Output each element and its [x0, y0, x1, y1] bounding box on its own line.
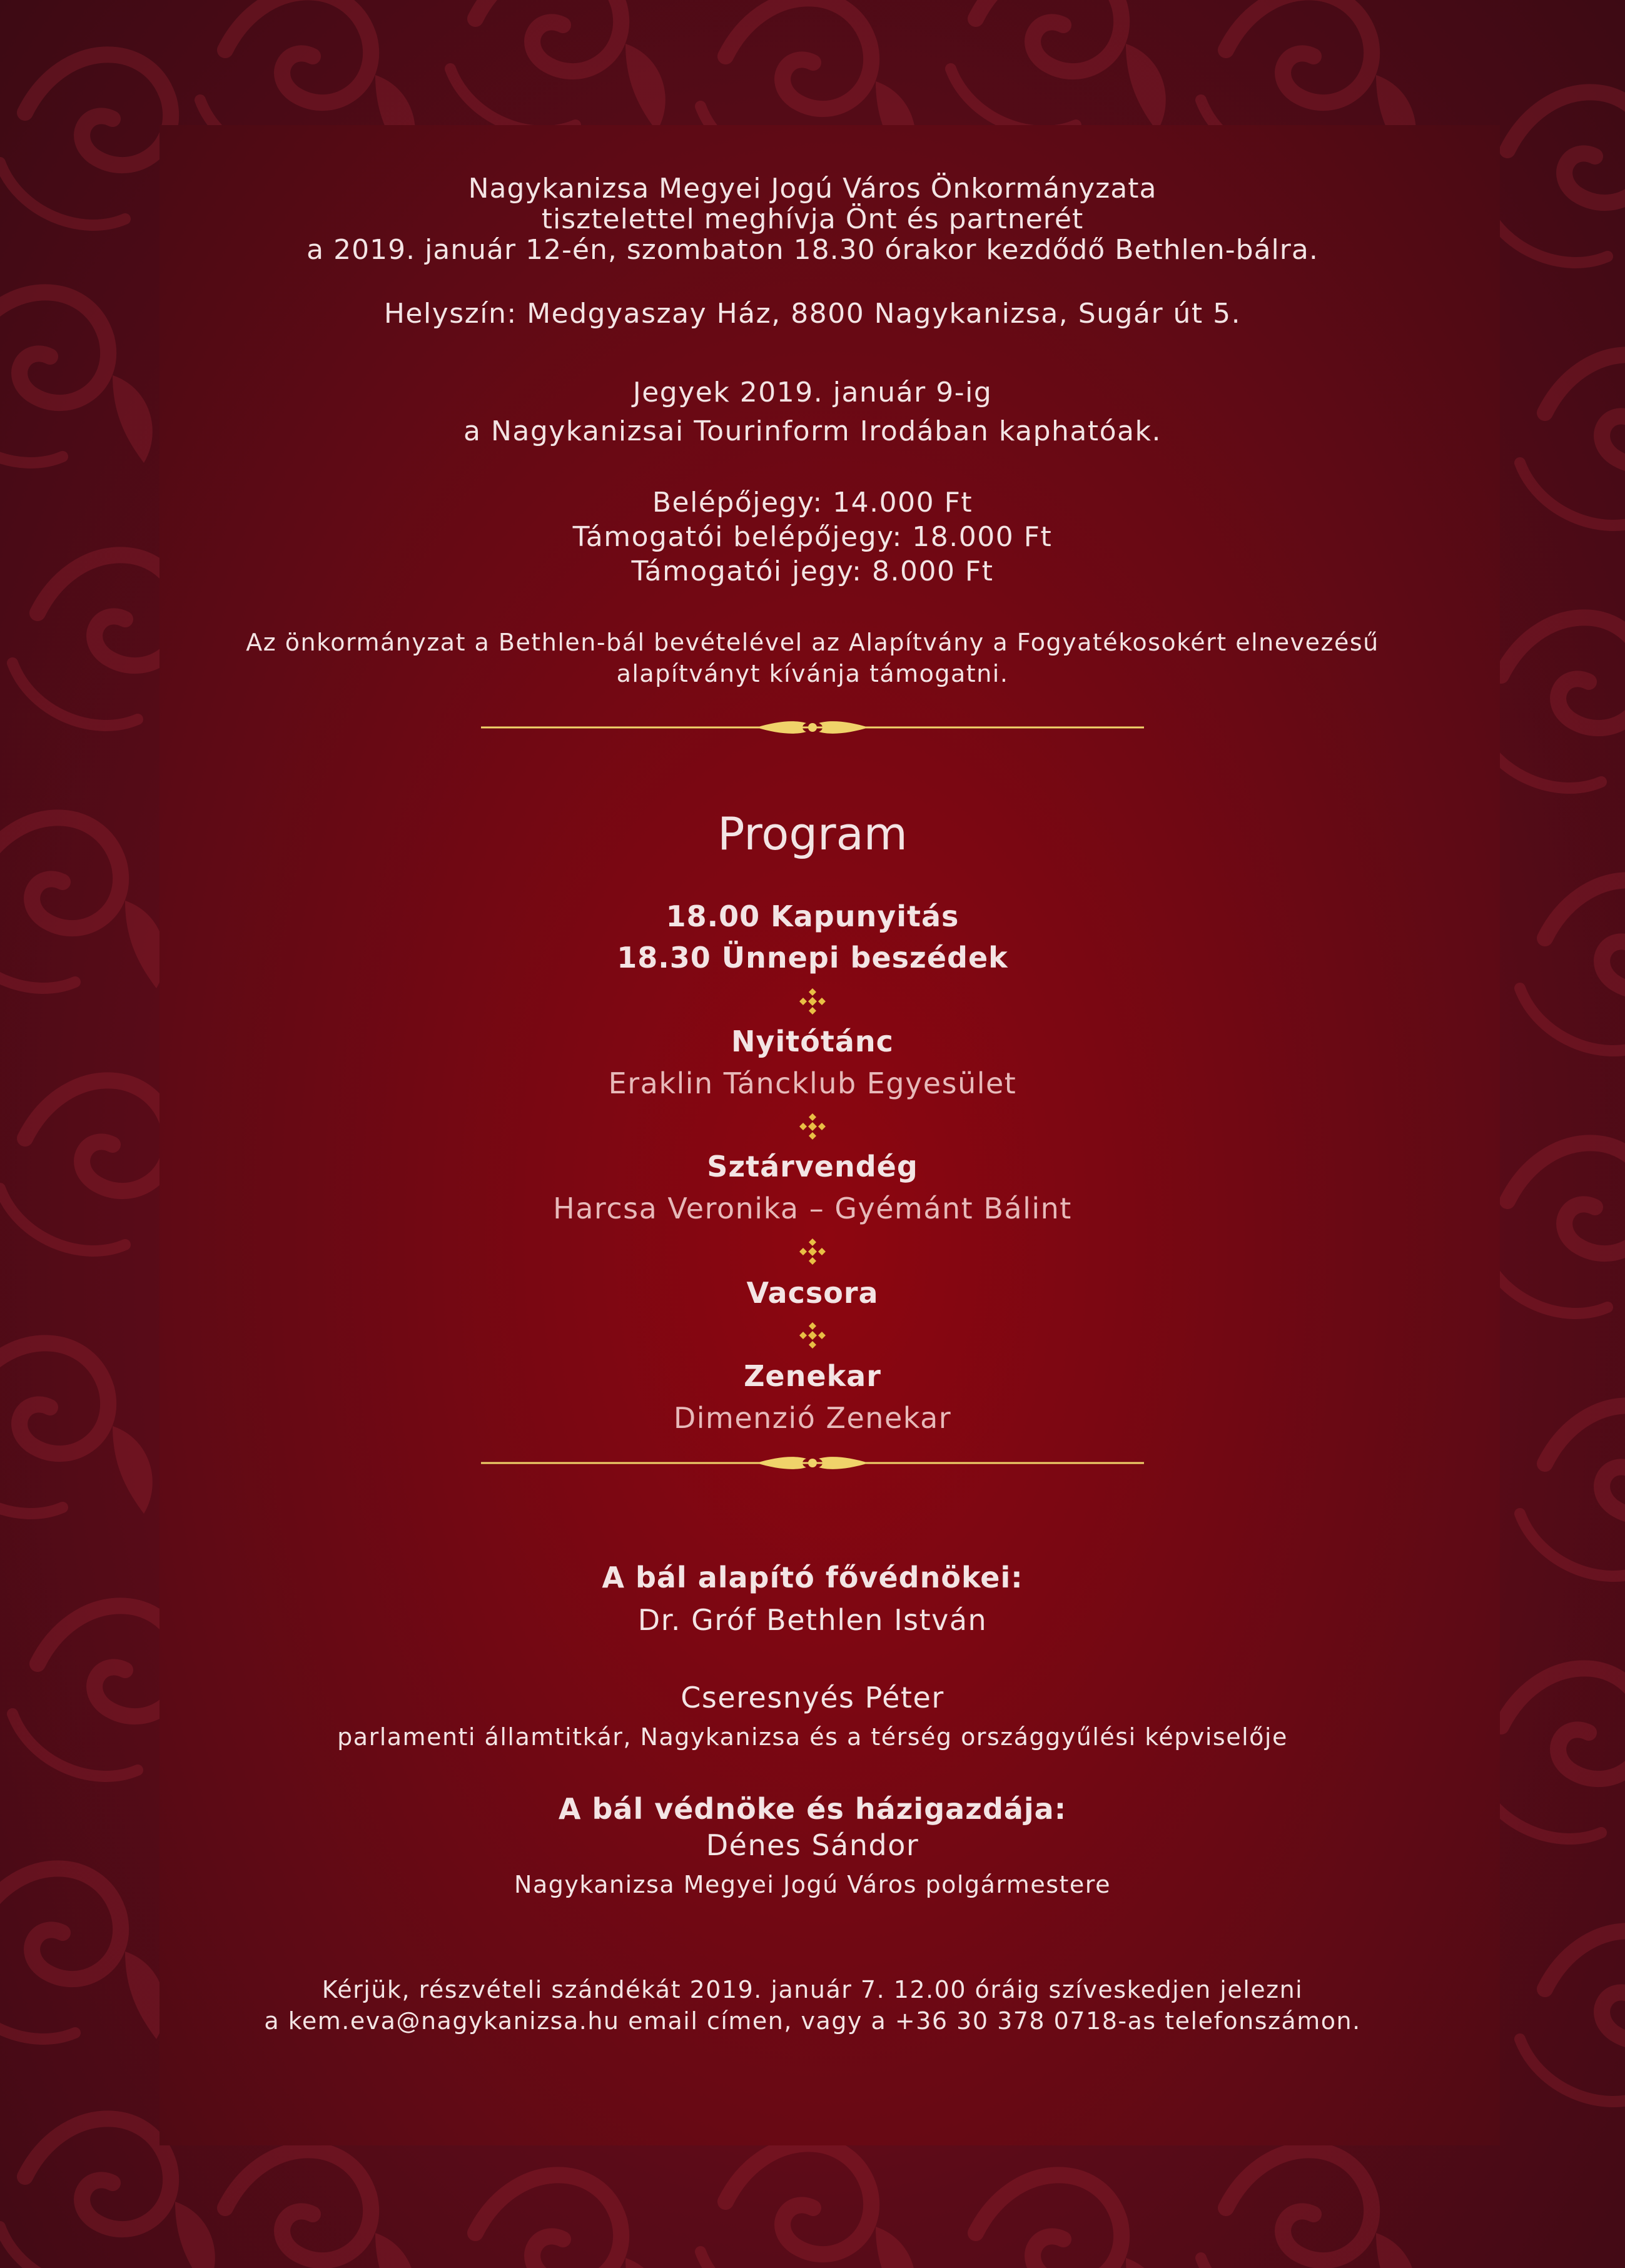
program-item-name: Nyitótánc: [731, 1025, 894, 1058]
program-title: Program: [717, 807, 908, 860]
program-speeches: 18.30 Ünnepi beszédek: [617, 941, 1008, 975]
diamond-ornament-icon: [0, 1237, 1625, 1266]
rsvp-contact: a kem.eva@nagykanizsa.hu email címen, vagy a +36 30 378 0718-as telefonszámon.: [264, 2007, 1361, 2035]
diamond-ornament-icon: [0, 1321, 1625, 1350]
diamond-ornament-icon: [0, 1112, 1625, 1141]
price-entry: Belépőjegy: 14.000 Ft: [652, 487, 973, 519]
invitation-line: tisztelettel meghívja Önt és partnerét: [541, 203, 1084, 235]
founder-role: parlamenti államtitkár, Nagykanizsa és a térség országgyűlési képviselője: [337, 1723, 1288, 1751]
host-name: Dénes Sándor: [706, 1828, 919, 1862]
gold-divider-bottom: [0, 1449, 1625, 1477]
program-item-name: Vacsora: [746, 1276, 879, 1310]
tickets-deadline: Jegyek 2019. január 9-ig: [632, 377, 993, 408]
price-supporter: Támogatói jegy: 8.000 Ft: [631, 555, 994, 587]
program-item-name: Zenekar: [744, 1359, 881, 1393]
founder-name: Cseresnyés Péter: [681, 1681, 944, 1714]
host-title: A bál védnöke és házigazdája:: [558, 1792, 1067, 1826]
charity-note: Az önkormányzat a Bethlen-bál bevételével az Alapítvány a Fogyatékosokért elnevezésű: [246, 629, 1379, 656]
price-supporter-entry: Támogatói belépőjegy: 18.000 Ft: [572, 521, 1053, 553]
rsvp-note: Kérjük, részvételi szándékát 2019. január 7. 12.00 óráig szíveskedjen jelezni: [321, 1976, 1304, 2003]
program-opening: 18.00 Kapunyitás: [666, 899, 959, 933]
founder-name: Dr. Gróf Bethlen István: [637, 1603, 988, 1637]
gold-divider-top: [0, 713, 1625, 742]
charity-note-cont: alapítványt kívánja támogatni.: [616, 660, 1009, 687]
founders-title: A bál alapító fővédnökei:: [602, 1561, 1023, 1594]
program-item-detail: Dimenzió Zenekar: [673, 1401, 952, 1435]
diamond-ornament-icon: [0, 987, 1625, 1016]
event-location: Helyszín: Medgyaszay Ház, 8800 Nagykanizsa, Sugár út 5.: [383, 298, 1242, 330]
host-role: Nagykanizsa Megyei Jogú Város polgármestere: [514, 1871, 1111, 1898]
event-date-line: a 2019. január 12-én, szombaton 18.30 órakor kezdődő Bethlen-bálra.: [306, 234, 1319, 266]
program-item-detail: Harcsa Veronika – Gyémánt Bálint: [553, 1192, 1072, 1225]
host-organization: Nagykanizsa Megyei Jogú Város Önkormányzata: [468, 173, 1157, 205]
tickets-place: a Nagykanizsai Tourinform Irodában kaphatóak.: [463, 415, 1162, 447]
program-item-detail: Eraklin Táncklub Egyesület: [608, 1066, 1017, 1100]
program-item-name: Sztárvendég: [707, 1150, 918, 1183]
